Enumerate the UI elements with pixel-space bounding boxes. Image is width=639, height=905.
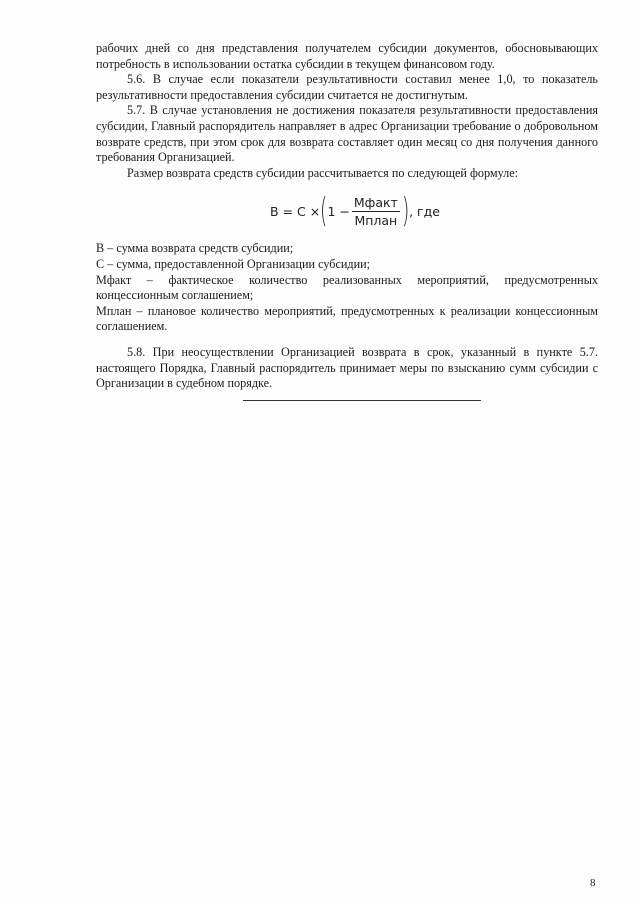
paragraph-intro-line2: потребность в использовании остатка субсидии в текущем финансовом году.	[96, 56, 495, 71]
return-formula	[96, 181, 598, 241]
definition-c: С – сумма, предоставленной Организации субсидии;	[96, 256, 371, 271]
paragraph-intro-line1: рабочих дней со дня представления получателем субсидии документов, обосновывающих	[96, 41, 598, 55]
formula-one-minus: 1 −	[327, 203, 350, 219]
formula-open-paren: (	[320, 191, 328, 232]
spacer	[96, 335, 598, 345]
formula-denominator: Мплан	[354, 212, 398, 228]
paragraph-5-8: 5.8. При неосуществлении Организацией возврата в срок, указанный в пункте 5.7. настоящего Порядка, Главный распорядитель принимает меры по взысканию сумм субсидии с Организации в судебном порядке.	[96, 344, 598, 391]
paragraph-intro	[96, 41, 598, 72]
closing-rule	[243, 400, 481, 401]
formula-close-paren: )	[401, 191, 410, 232]
definition-mplan: Мплан – плановое количество мероприятий, предусмотренных к реализации концессионным соглашением.	[96, 303, 598, 334]
document-body	[96, 41, 598, 392]
definition-mfact: Мфакт – фактическое количество реализованных мероприятий, предусмотренных концессионным соглашением;	[96, 272, 598, 303]
page-number: 8	[590, 877, 596, 889]
formula-suffix: , где	[409, 203, 440, 219]
paragraph-5-6: 5.6. В случае если показатели результативности составил менее 1,0, то показатель результативности предоставления субсидии считается не достигнутым.	[96, 72, 598, 102]
paragraph-5-7: 5.7. В случае установления не достижения показателя результативности предоставления субсидии, Главный распорядитель направляет в адрес Организации требование о добровольном возврате средств, при этом срок для возврата составляет один месяц со дня получения данного требования Организацией.	[96, 103, 598, 165]
formula-fraction	[352, 195, 400, 228]
formula-lhs: В = С ×	[270, 203, 321, 219]
formula-numerator: Мфакт	[353, 194, 398, 210]
formula-intro: Размер возврата средств субсидии рассчитывается по следующей формуле:	[127, 165, 519, 180]
definition-b: В – сумма возврата средств субсидии;	[96, 241, 294, 256]
